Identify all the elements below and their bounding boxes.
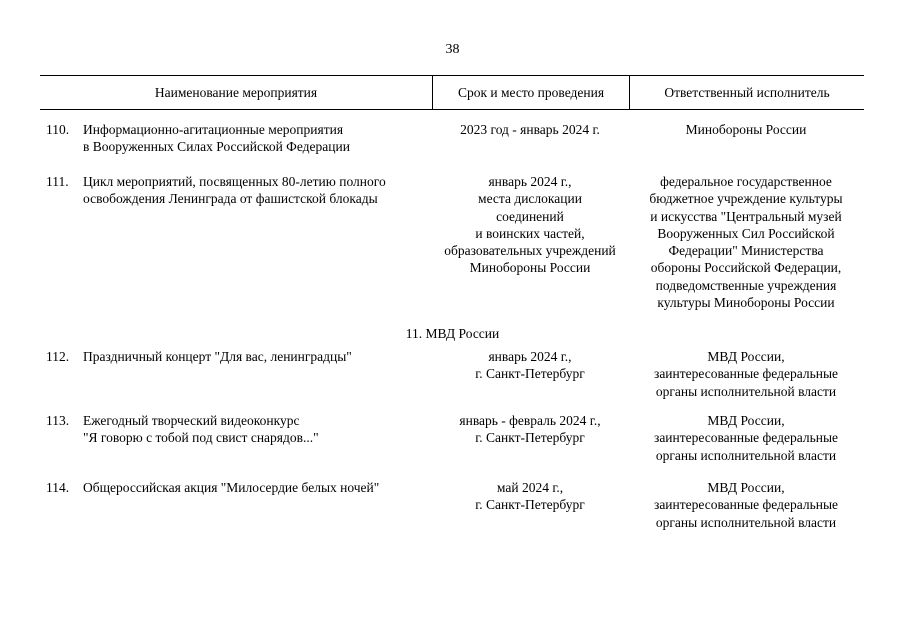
row-event-name: Праздничный концерт "Для вас, ленинградцы" bbox=[83, 349, 352, 364]
row-event-name: Ежегодный творческий видеоконкурс "Я говорю с тобой под свист снарядов..." bbox=[83, 413, 319, 446]
row-event-name: Информационно-агитационные мероприятия в Вооруженных Силах Российской Федерации bbox=[83, 122, 350, 155]
row-responsible: Минобороны России bbox=[685, 122, 807, 137]
row-date-place: январь - февраль 2024 г., г. Санкт-Петербург bbox=[459, 413, 601, 446]
page-number: 38 bbox=[445, 42, 460, 57]
row-number: 113. bbox=[46, 413, 70, 428]
row-number: 110. bbox=[46, 122, 70, 137]
row-responsible: МВД России, заинтересованные федеральные органы исполнительной власти bbox=[653, 349, 839, 399]
row-number: 111. bbox=[46, 174, 69, 189]
row-number: 114. bbox=[46, 480, 70, 495]
row-date-place: январь 2024 г., г. Санкт-Петербург bbox=[475, 349, 585, 382]
row-event-name: Общероссийская акция "Милосердие белых ночей" bbox=[83, 480, 380, 495]
row-responsible: МВД России, заинтересованные федеральные органы исполнительной власти bbox=[653, 413, 839, 463]
row-responsible: МВД России, заинтересованные федеральные органы исполнительной власти bbox=[653, 480, 839, 530]
section-heading: 11. МВД России bbox=[405, 326, 500, 341]
row-date-place: май 2024 г., г. Санкт-Петербург bbox=[475, 480, 585, 513]
row-event-name: Цикл мероприятий, посвященных 80-летию полного освобождения Ленинграда от фашистской блокады bbox=[83, 174, 386, 207]
row-number: 112. bbox=[46, 349, 70, 364]
header-date-place: Срок и место проведения bbox=[433, 76, 630, 109]
header-event-name: Наименование мероприятия bbox=[40, 76, 433, 109]
row-date-place: январь 2024 г., места дислокации соединений и воинских частей, образовательных учреждений Минобороны России bbox=[444, 174, 616, 276]
row-date-place: 2023 год - январь 2024 г. bbox=[460, 122, 600, 137]
table-header bbox=[40, 75, 864, 110]
row-responsible: федеральное государственное бюджетное учреждение культуры и искусства "Центральный музей Вооруженных Сил Российской Федерации" Министерства обороны Российской Федерации, подведомственные учреждения культуры Минобороны России bbox=[649, 174, 843, 311]
header-responsible: Ответственный исполнитель bbox=[664, 84, 830, 100]
